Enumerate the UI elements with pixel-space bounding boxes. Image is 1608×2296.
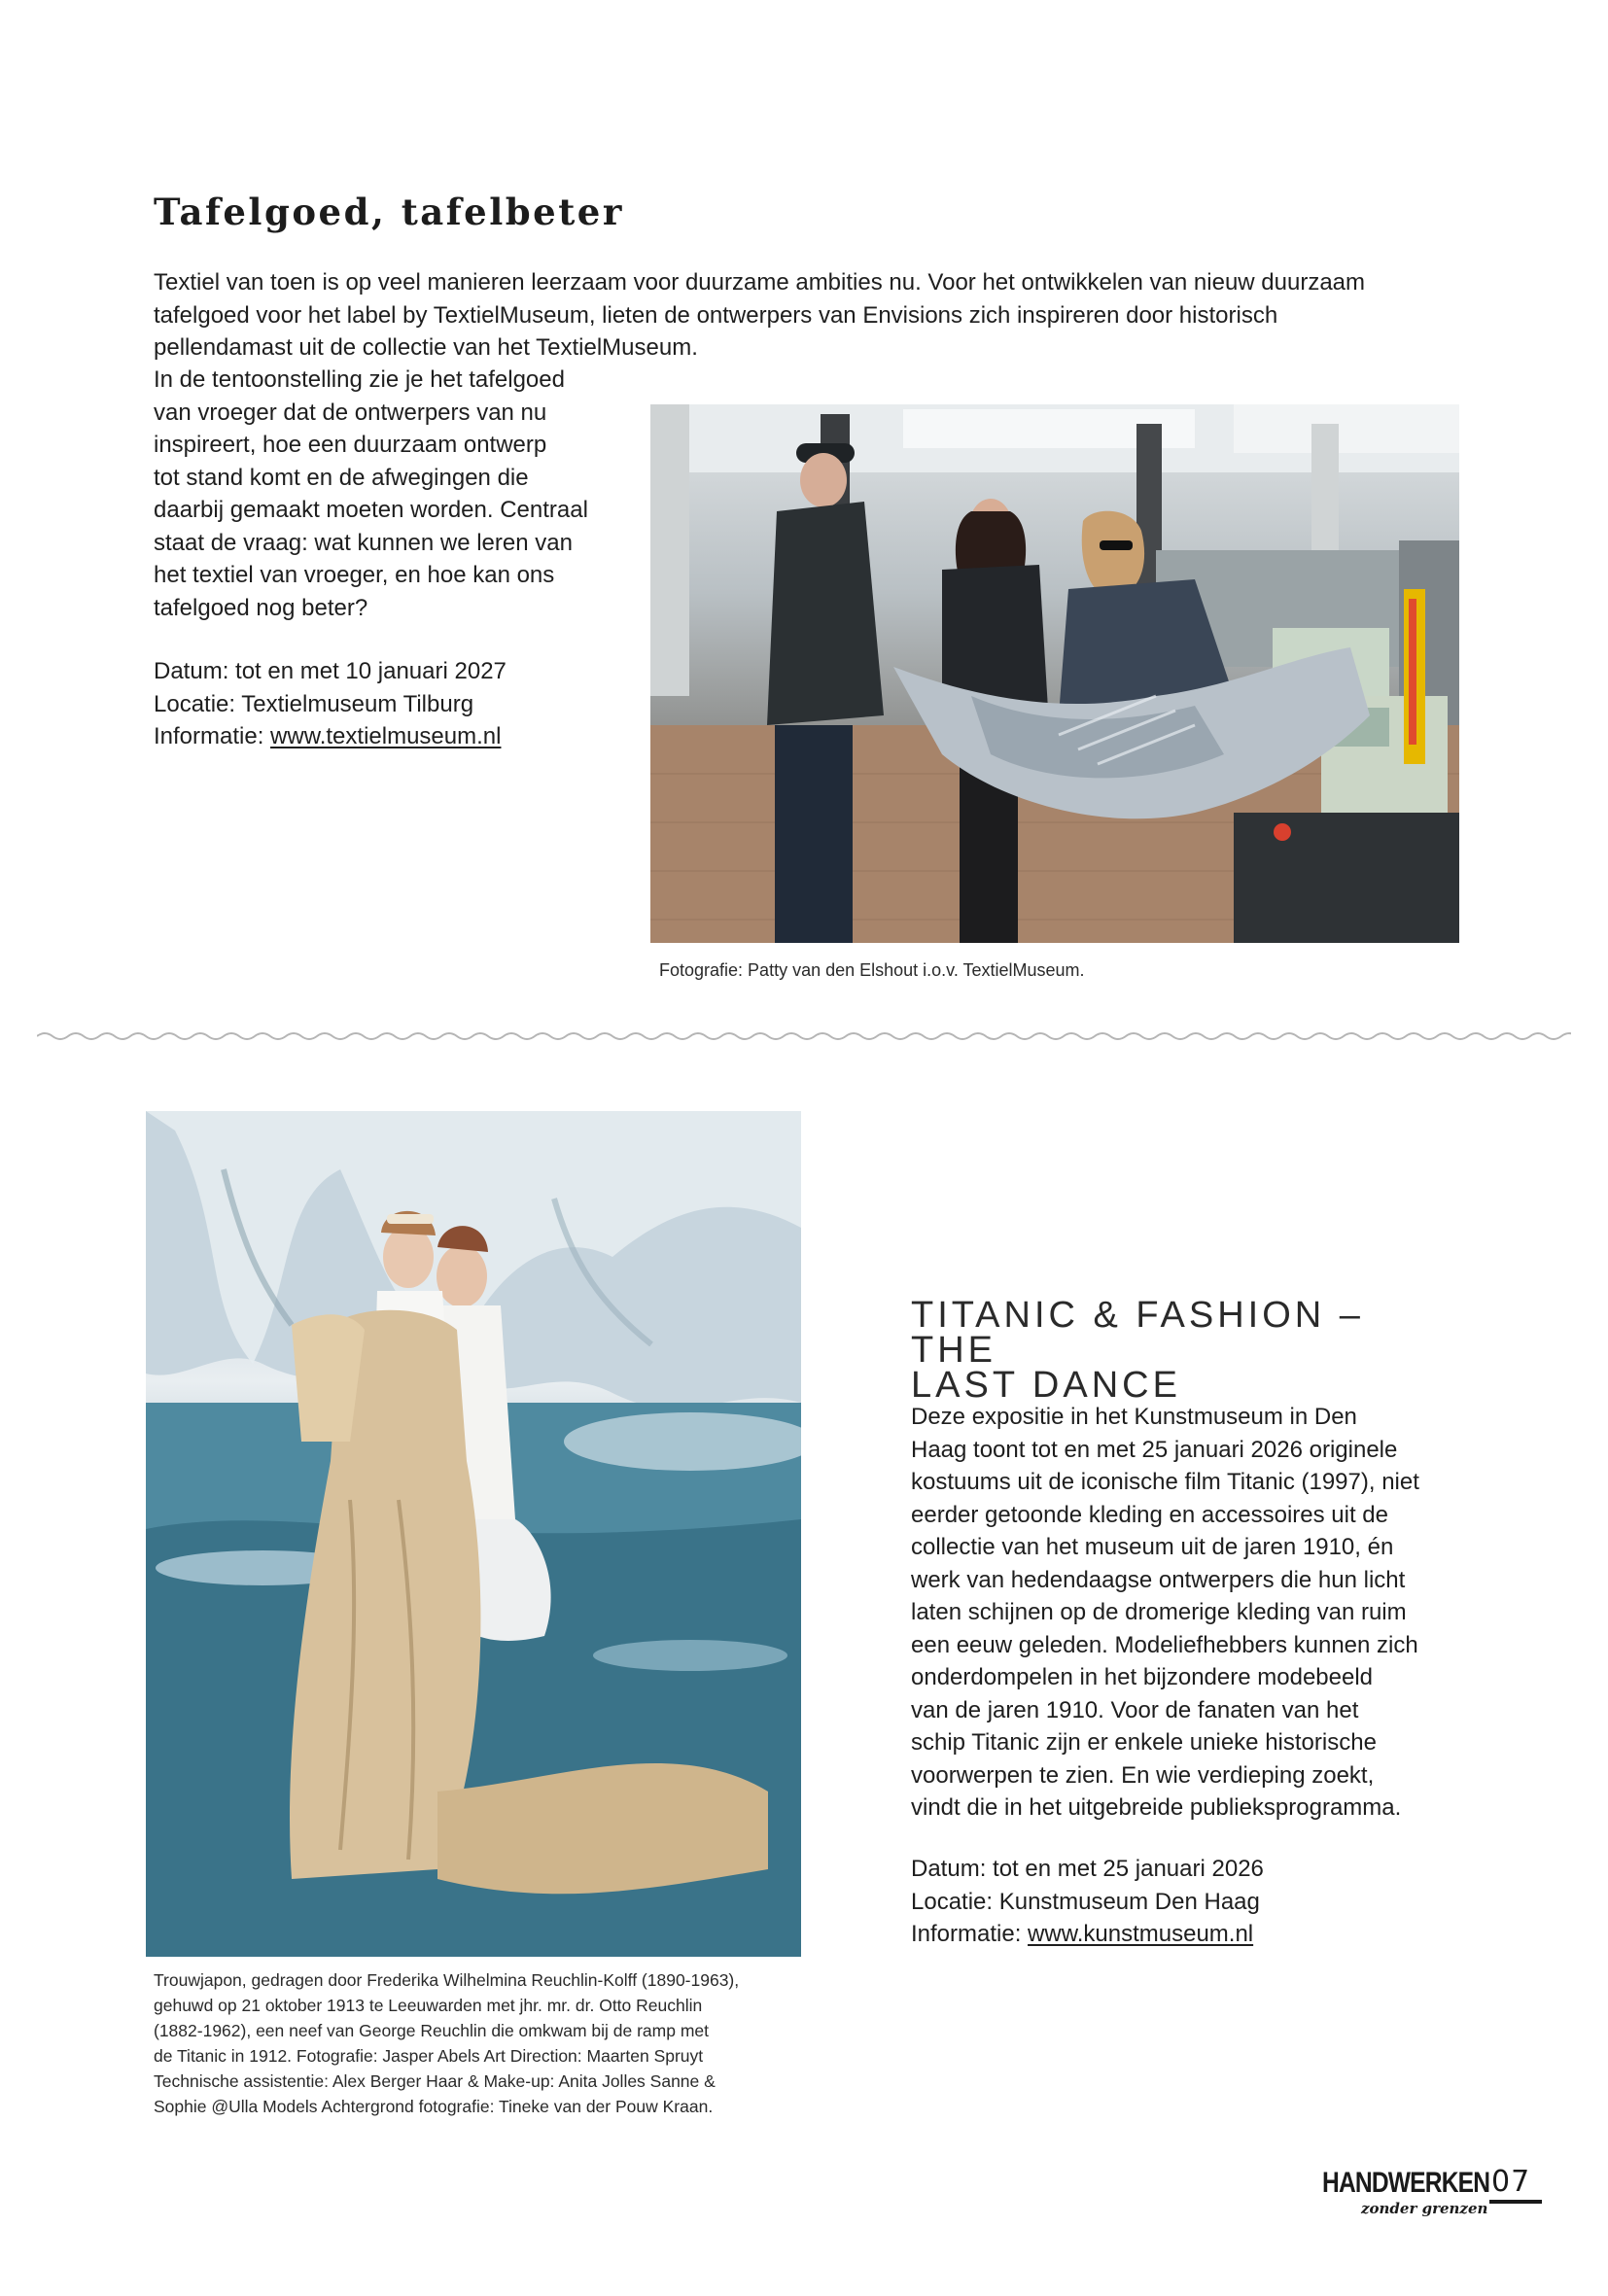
body-line: collectie van het museum uit de jaren 1910, én: [911, 1534, 1394, 1560]
footer-logo: [1322, 2167, 1546, 2225]
info-label: Informatie:: [911, 1921, 1029, 1947]
wavy-divider: [37, 1028, 1571, 1044]
title-line: LAST DANCE: [911, 1365, 1181, 1406]
body-line: laten schijnen op de dromerige kleding van ruim: [911, 1599, 1407, 1625]
intro-line: pellendamast uit de collectie van het TextielMuseum.: [154, 334, 698, 361]
event-location: Locatie: Textielmuseum Tilburg: [154, 690, 474, 717]
photo-caption-titanic: [154, 1967, 815, 2119]
event-date: Datum: tot en met 25 januari 2026: [911, 1856, 1264, 1882]
body-line: van de jaren 1910. Voor de fanaten van het: [911, 1696, 1359, 1723]
body-line: daarbij gemaakt moeten worden. Centraal: [154, 497, 588, 523]
logo-tagline: zonder grenzen: [1361, 2200, 1488, 2217]
page-number-rule: [1489, 2200, 1542, 2204]
body-line: werk van hedendaagse ontwerpers die hun licht: [911, 1566, 1406, 1593]
photo-textielmuseum-workshop: [650, 404, 1459, 943]
workshop-photo-illustration: [650, 404, 1459, 943]
event-location: Locatie: Kunstmuseum Den Haag: [911, 1888, 1260, 1915]
body-line: In de tentoonstelling zie je het tafelgoed: [154, 366, 565, 393]
caption-line: de Titanic in 1912. Fotografie: Jasper Abels Art Direction: Maarten Spruyt: [154, 2046, 704, 2066]
body-line: Deze expositie in het Kunstmuseum in Den: [911, 1404, 1357, 1430]
textielmuseum-link[interactable]: www.textielmuseum.nl: [270, 723, 502, 749]
intro-line: tafelgoed voor het label by TextielMuseum, lieten de ontwerpers van Envisions zich inspireren door historisch: [154, 301, 1278, 329]
body-line: vindt die in het uitgebreide publieksprogramma.: [911, 1794, 1402, 1821]
event-info: [154, 720, 640, 753]
body-line: tot stand komt en de afwegingen die: [154, 464, 529, 491]
body-line: onderdompelen in het bijzondere modebeeld: [911, 1664, 1374, 1690]
info-label: Informatie:: [154, 723, 271, 749]
body-line: staat de vraag: wat kunnen we leren van: [154, 529, 573, 556]
body-line: het textiel van vroeger, en hoe kan ons: [154, 562, 555, 588]
logo-wordmark: HANDWERKEN: [1322, 2167, 1490, 2199]
body-line: Haag toont tot en met 25 januari 2026 originele: [911, 1436, 1398, 1463]
caption-line: (1882-1962), een neef van George Reuchlin die omkwam bij de ramp met: [154, 2021, 710, 2040]
article-title-tafelgoed: Tafelgoed, tafelbeter: [154, 191, 624, 233]
caption-line: Sophie @Ulla Models Achtergrond fotografie: Tineke van der Pouw Kraan.: [154, 2097, 714, 2116]
photo-titanic-wedding-dress: [146, 1111, 801, 1957]
body-line: een eeuw geleden. Modeliefhebbers kunnen zich: [911, 1631, 1418, 1658]
article-body-wrapped: [154, 364, 640, 624]
event-date: Datum: tot en met 10 januari 2027: [154, 658, 507, 684]
body-line: schip Titanic zijn er enkele unieke historische: [911, 1729, 1377, 1756]
caption-line: Trouwjapon, gedragen door Frederika Wilhelmina Reuchlin-Kolff (1890-1963),: [154, 1970, 740, 1990]
body-line: tafelgoed nog beter?: [154, 594, 368, 621]
event-details: [154, 655, 640, 753]
event-details: [911, 1853, 1455, 1951]
body-line: van vroeger dat de ontwerpers van nu: [154, 399, 547, 426]
article-title-titanic: [911, 1295, 1455, 1406]
article-intro: [154, 266, 1456, 365]
caption-line: gehuwd op 21 oktober 1913 te Leeuwarden met jhr. mr. dr. Otto Reuchlin: [154, 1996, 703, 2015]
body-line: inspireert, hoe een duurzaam ontwerp: [154, 432, 547, 458]
caption-line: Technische assistentie: Alex Berger Haar & Make-up: Anita Jolles Sanne &: [154, 2071, 716, 2091]
kunstmuseum-link[interactable]: www.kunstmuseum.nl: [1028, 1921, 1254, 1947]
page-number: 07: [1491, 2165, 1531, 2199]
titanic-photo-illustration: [146, 1111, 801, 1957]
intro-line: Textiel van toen is op veel manieren leerzaam voor duurzame ambities nu. Voor het ontwikkelen van nieuw duurzaam: [154, 269, 1366, 296]
article-body-titanic: [911, 1401, 1465, 1825]
body-line: kostuums uit de iconische film Titanic (1997), niet: [911, 1469, 1419, 1495]
body-line: eerder getoonde kleding en accessoires uit de: [911, 1501, 1388, 1528]
photo-caption-workshop: Fotografie: Patty van den Elshout i.o.v. TextielMuseum.: [659, 960, 1085, 980]
title-line: TITANIC & FASHION – THE: [911, 1295, 1364, 1371]
body-line: voorwerpen te zien. En wie verdieping zoekt,: [911, 1761, 1375, 1789]
event-info: [911, 1918, 1455, 1951]
